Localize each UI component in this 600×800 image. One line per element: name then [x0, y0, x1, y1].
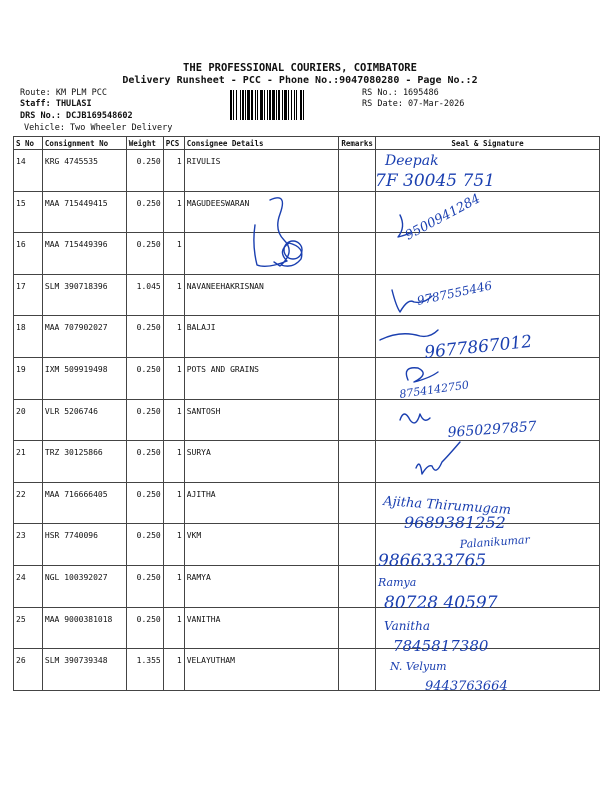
weight-cell: 0.250 [126, 399, 163, 441]
remarks-cell [339, 649, 376, 691]
signature-cell [375, 357, 599, 399]
consignee-cell: VKM [184, 524, 339, 566]
pcs-cell: 1 [163, 441, 184, 483]
pcs-cell: 1 [163, 316, 184, 358]
consignee-cell: BALAJI [184, 316, 339, 358]
consignment-cell: IXM 509919498 [42, 357, 126, 399]
pcs-cell: 1 [163, 357, 184, 399]
consignment-cell: SLM 390739348 [42, 649, 126, 691]
consignment-cell: MAA 707902027 [42, 316, 126, 358]
weight-cell: 0.250 [126, 482, 163, 524]
col-pcs: PCS [163, 137, 184, 150]
signature-15-phone: 9500941284 [402, 191, 483, 244]
rs-date: RS Date: 07-Mar-2026 [362, 99, 465, 109]
weight-cell: 1.355 [126, 649, 163, 691]
pcs-cell: 1 [163, 524, 184, 566]
table-row [14, 399, 600, 441]
signature-cell [375, 607, 599, 649]
col-consignment: Consignment No [42, 137, 126, 150]
remarks-cell [339, 607, 376, 649]
consignee-cell [184, 233, 339, 275]
table-row [14, 565, 600, 607]
consignment-cell: SLM 390718396 [42, 274, 126, 316]
signature-26-phone: 9443763664 [425, 679, 508, 694]
signature-cell [375, 565, 599, 607]
sno-cell: 16 [14, 233, 43, 275]
remarks-cell [339, 441, 376, 483]
remarks-cell [339, 524, 376, 566]
sno-cell: 19 [14, 357, 43, 399]
consignment-cell: MAA 715449396 [42, 233, 126, 275]
consignment-cell: HSR 7740096 [42, 524, 126, 566]
table-row [14, 357, 600, 399]
table-row [14, 607, 600, 649]
pcs-cell: 1 [163, 565, 184, 607]
table-row [14, 191, 600, 233]
barcode [230, 90, 358, 120]
remarks-cell [339, 150, 376, 192]
signature-cell [375, 649, 599, 691]
consignee-cell: NAVANEEHAKRISNAN [184, 274, 339, 316]
signature-22-name: Ajitha Thirumugam [382, 494, 512, 518]
col-sno: S No [14, 137, 43, 150]
sno-cell: 21 [14, 441, 43, 483]
sno-cell: 25 [14, 607, 43, 649]
pcs-cell: 1 [163, 233, 184, 275]
table-row [14, 524, 600, 566]
staff-label: Staff: THULASI [20, 99, 92, 109]
table-row [14, 441, 600, 483]
consignee-cell: VELAYUTHAM [184, 649, 339, 691]
sno-cell: 15 [14, 191, 43, 233]
pcs-cell: 1 [163, 150, 184, 192]
col-remarks: Remarks [339, 137, 376, 150]
pcs-cell: 1 [163, 607, 184, 649]
consignee-cell: SURYA [184, 441, 339, 483]
weight-cell: 0.250 [126, 191, 163, 233]
sno-cell: 14 [14, 150, 43, 192]
weight-cell: 0.250 [126, 150, 163, 192]
sno-cell: 23 [14, 524, 43, 566]
signature-cell [375, 191, 599, 233]
remarks-cell [339, 482, 376, 524]
consignment-cell: KRG 4745535 [42, 150, 126, 192]
signature-25-phone: 7845817380 [393, 637, 489, 655]
sno-cell: 18 [14, 316, 43, 358]
pcs-cell: 1 [163, 482, 184, 524]
col-weight: Weight [126, 137, 163, 150]
pcs-cell: 1 [163, 274, 184, 316]
consignee-cell: SANTOSH [184, 399, 339, 441]
signature-cell [375, 399, 599, 441]
signature-cell [375, 233, 599, 275]
sno-cell: 22 [14, 482, 43, 524]
weight-cell: 0.250 [126, 524, 163, 566]
signature-cell [375, 524, 599, 566]
remarks-cell [339, 357, 376, 399]
signature-22-phone: 9689381252 [404, 513, 506, 532]
rs-number: RS No.: 1695486 [362, 88, 439, 98]
sno-cell: 24 [14, 565, 43, 607]
remarks-cell [339, 316, 376, 358]
signature-20-phone: 9650297857 [447, 418, 538, 441]
weight-cell: 0.250 [126, 607, 163, 649]
route-label: Route: KM PLM PCC [20, 88, 107, 98]
remarks-cell [339, 274, 376, 316]
consignee-cell: RIVULIS [184, 150, 339, 192]
signature-cell [375, 150, 599, 192]
signature-18-phone: 9677867012 [423, 331, 534, 363]
consignee-cell: AJITHA [184, 482, 339, 524]
table-row [14, 150, 600, 192]
weight-cell: 1.045 [126, 274, 163, 316]
col-signature: Seal & Signature [375, 137, 599, 150]
consignment-cell: TRZ 30125866 [42, 441, 126, 483]
table-row [14, 316, 600, 358]
remarks-cell [339, 399, 376, 441]
drs-number: DRS No.: DCJB169548602 [20, 111, 133, 121]
signature-cell [375, 482, 599, 524]
signature-26-name: N. Velyum [390, 660, 447, 673]
weight-cell: 0.250 [126, 357, 163, 399]
document-title: THE PROFESSIONAL COURIERS, COIMBATORE [183, 62, 417, 74]
signature-24-phone: 80728 40597 [384, 593, 498, 613]
signature-14-phone: 7F 30045 751 [375, 171, 495, 191]
signature-23-name: Palanikumar [459, 533, 531, 551]
table-row [14, 233, 600, 275]
consignment-cell: MAA 716666405 [42, 482, 126, 524]
consignment-cell: MAA 9000381018 [42, 607, 126, 649]
vehicle-label: Vehicle: Two Wheeler Delivery [24, 123, 173, 133]
table-header-row [14, 137, 600, 150]
weight-cell: 0.250 [126, 233, 163, 275]
weight-cell: 0.250 [126, 316, 163, 358]
signature-23-phone: 9866333765 [378, 551, 487, 571]
pcs-cell: 1 [163, 191, 184, 233]
signature-25-name: Vanitha [384, 619, 430, 633]
signature-17-phone: 9787555446 [415, 278, 494, 308]
sno-cell: 17 [14, 274, 43, 316]
sno-cell: 20 [14, 399, 43, 441]
consignment-cell: MAA 715449415 [42, 191, 126, 233]
signature-cell [375, 316, 599, 358]
runsheet-table [13, 136, 600, 691]
pcs-cell: 1 [163, 399, 184, 441]
table-row [14, 274, 600, 316]
signature-24-name: Ramya [378, 576, 417, 589]
consignment-cell: NGL 100392027 [42, 565, 126, 607]
table-row [14, 482, 600, 524]
table-row [14, 649, 600, 691]
remarks-cell [339, 191, 376, 233]
pcs-cell: 1 [163, 649, 184, 691]
consignee-cell: VANITHA [184, 607, 339, 649]
remarks-cell [339, 233, 376, 275]
consignee-cell: RAMYA [184, 565, 339, 607]
document-subtitle: Delivery Runsheet - PCC - Phone No.:9047080280 - Page No.:2 [122, 75, 478, 86]
col-consignee: Consignee Details [184, 137, 339, 150]
weight-cell: 0.250 [126, 441, 163, 483]
signature-14-name: Deepak [385, 153, 439, 169]
signature-cell [375, 441, 599, 483]
signature-cell [375, 274, 599, 316]
weight-cell: 0.250 [126, 565, 163, 607]
sno-cell: 26 [14, 649, 43, 691]
remarks-cell [339, 565, 376, 607]
consignee-cell: POTS AND GRAINS [184, 357, 339, 399]
consignee-cell: MAGUDEESWARAN [184, 191, 339, 233]
consignment-cell: VLR 5206746 [42, 399, 126, 441]
signature-19-phone: 8754142750 [398, 378, 470, 401]
